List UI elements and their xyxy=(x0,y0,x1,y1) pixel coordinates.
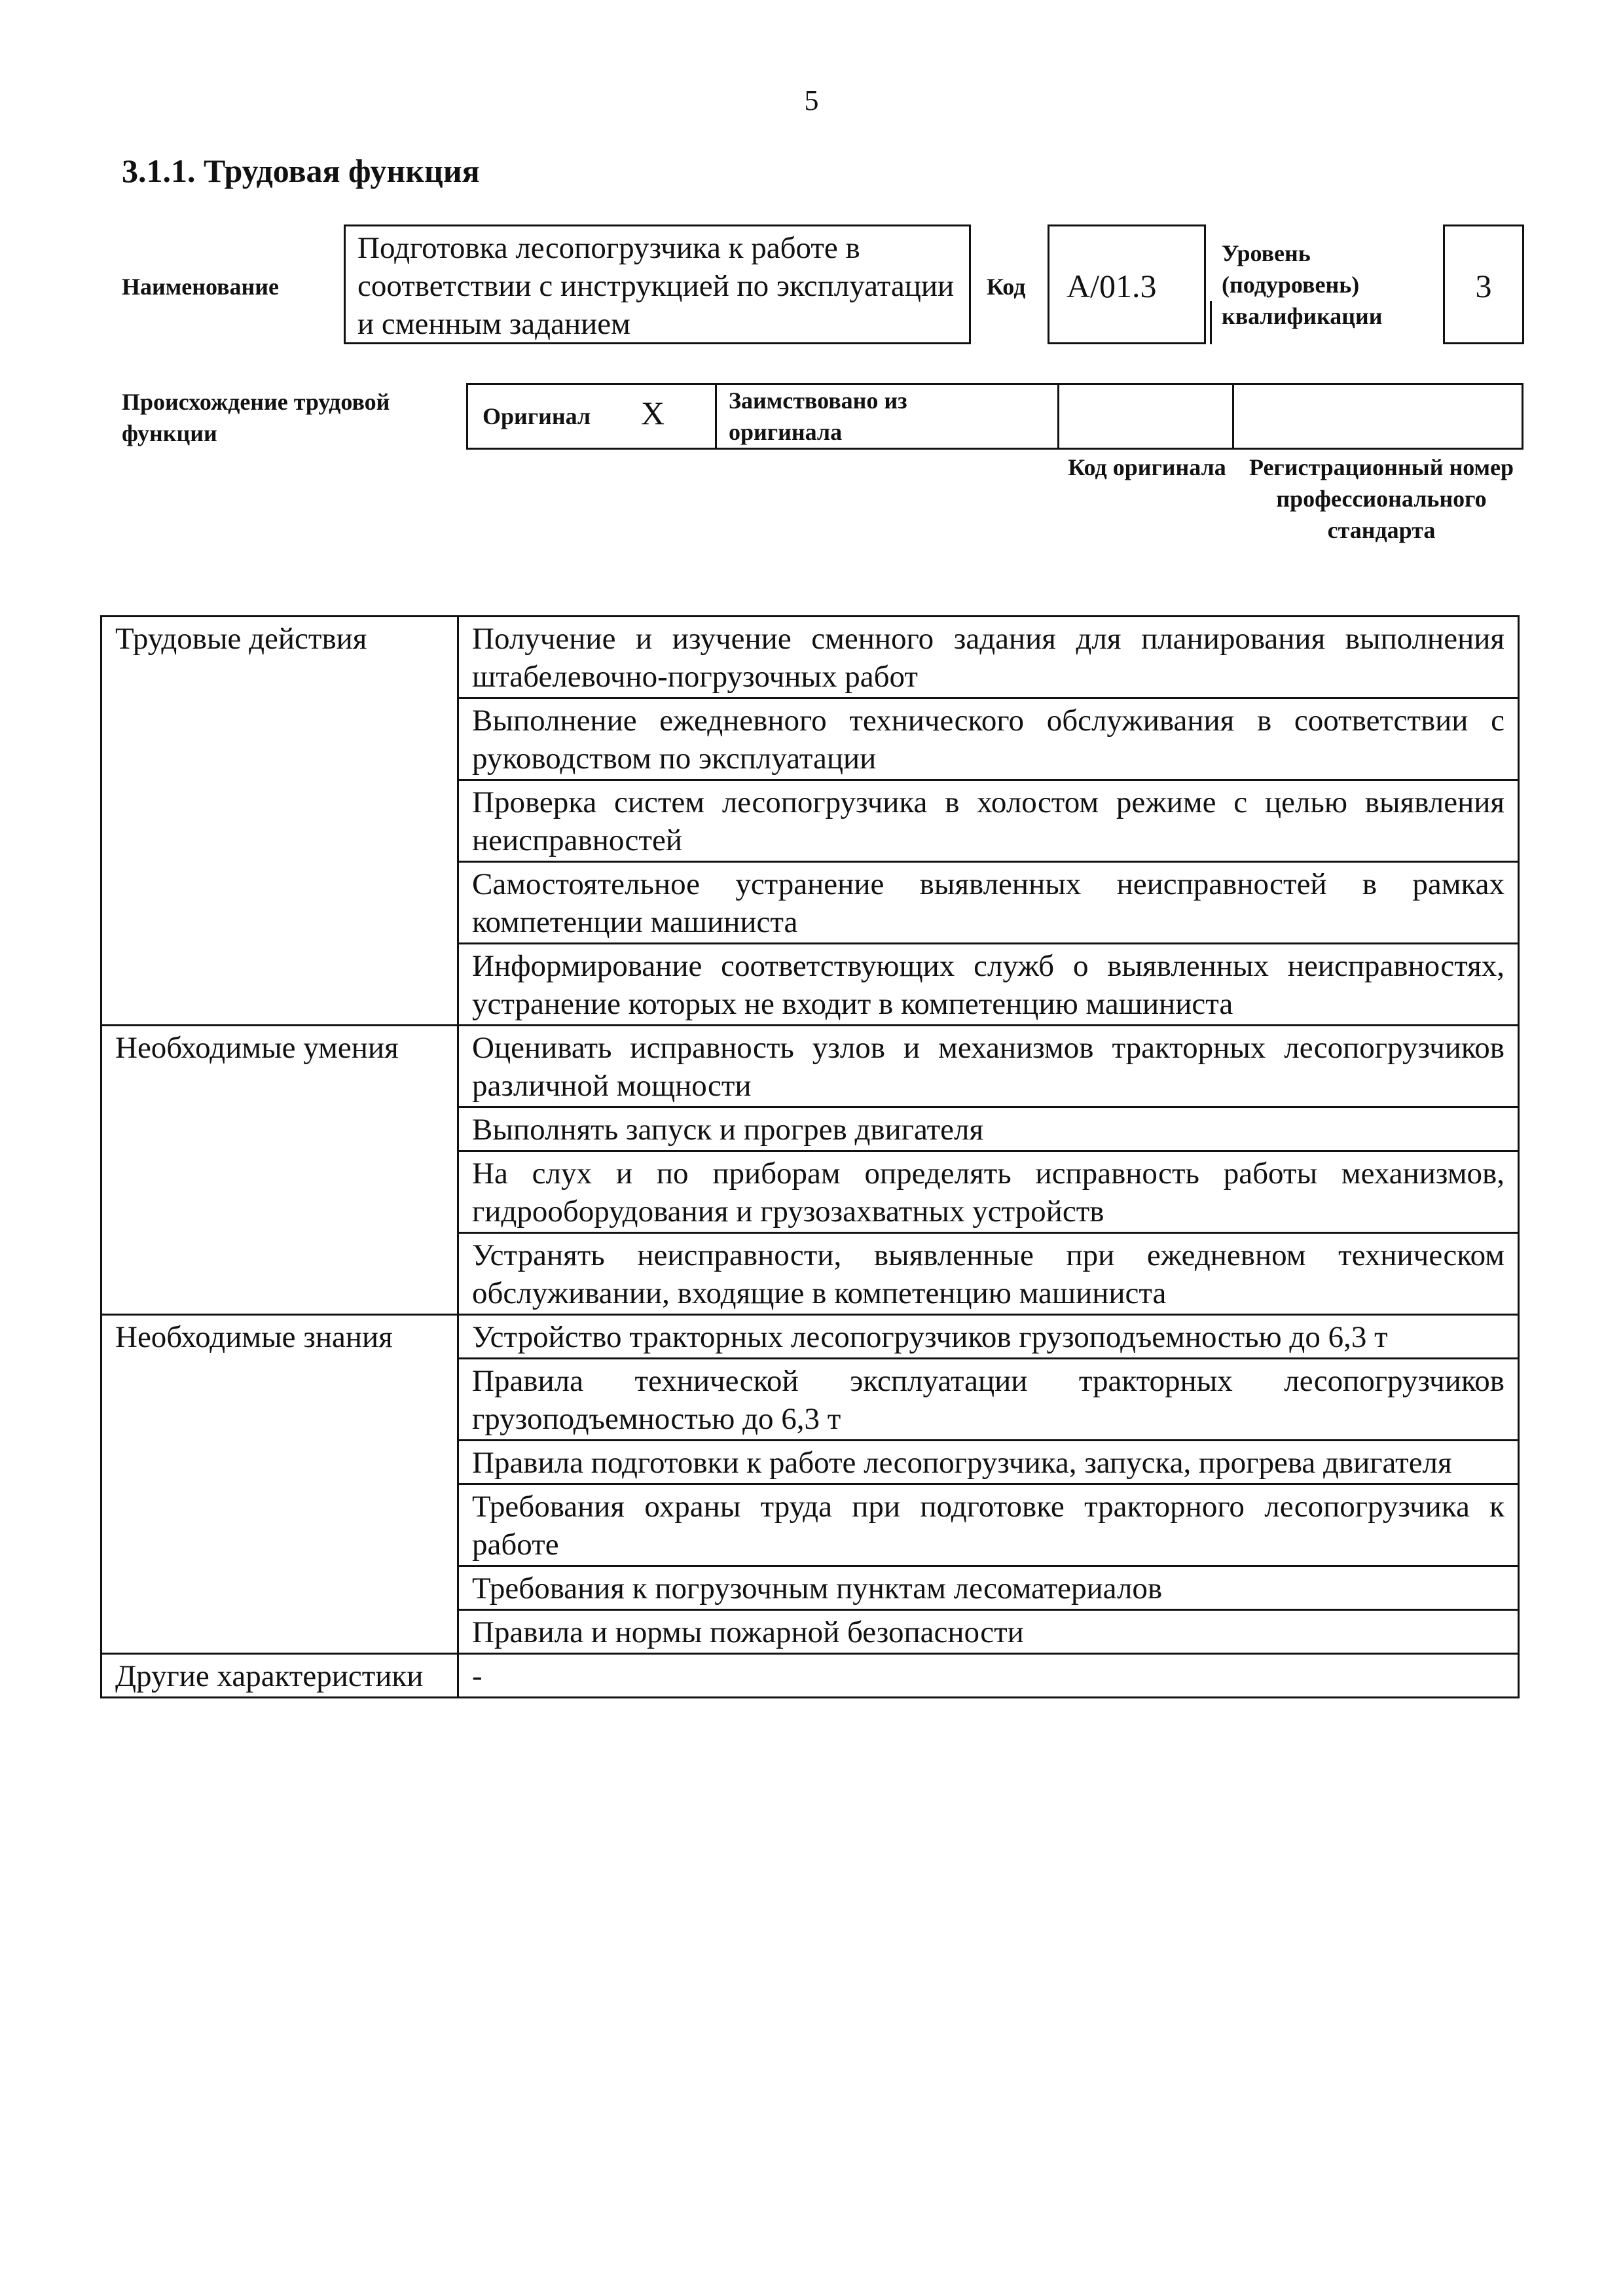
table-cell: Устранять неисправности, выявленные при ежедневном техническом обслуживании, входящие в компетенцию машиниста xyxy=(458,1233,1519,1315)
origin-divider-1 xyxy=(715,385,717,448)
table-row xyxy=(101,1654,1519,1698)
name-value: Подготовка лесопогрузчика к работе в соответствии с инструкцией по эксплуатации и сменным заданием xyxy=(357,231,955,341)
name-value-box xyxy=(344,224,971,344)
table-cell: Устройство тракторных лесопогрузчиков грузоподъемностью до 6,3 т xyxy=(458,1315,1519,1359)
origin-label: Происхождение трудовой функции xyxy=(122,389,390,446)
table-cell: Правила технической эксплуатации тракторных лесопогрузчиков грузоподъемностью до 6,3 т xyxy=(458,1359,1519,1441)
table-cell: Оценивать исправность узлов и механизмов тракторных лесопогрузчиков различной мощности xyxy=(458,1026,1519,1107)
table-cell: Требования к погрузочным пунктам лесоматериалов xyxy=(458,1566,1519,1610)
table-cell: Выполнение ежедневного технического обслуживания в соответствии с руководством по эксплуатации xyxy=(458,698,1519,780)
table-row xyxy=(101,1026,1519,1107)
table-row xyxy=(101,617,1519,698)
original-mark: X xyxy=(641,395,665,431)
table-cell: Требования охраны труда при подготовке тракторного лесопогрузчика к работе xyxy=(458,1484,1519,1566)
borrowed-label: Заимствовано из оригинала xyxy=(729,387,907,445)
table-cell: Получение и изучение сменного задания для планирования выполнения штабелевочно-погрузочных работ xyxy=(458,617,1519,698)
name-label: Наименование xyxy=(122,274,279,300)
code-caption: Код оригинала xyxy=(1068,454,1226,480)
table-cell: Правила и нормы пожарной безопасности xyxy=(458,1610,1519,1654)
table-cell: На слух и по приборам определять исправность работы механизмов, гидрооборудования и грузозахватных устройств xyxy=(458,1151,1519,1233)
table-cell: - xyxy=(458,1654,1519,1698)
section-title-labor-actions: Трудовые действия xyxy=(101,617,458,1026)
page-number: 5 xyxy=(804,84,819,117)
table-row xyxy=(101,1315,1519,1359)
code-label: Код xyxy=(987,274,1026,300)
code-value-box xyxy=(1048,224,1206,344)
origin-table xyxy=(466,383,1523,450)
origin-divider-3 xyxy=(1232,385,1234,448)
section-title-other: Другие характеристики xyxy=(101,1654,458,1698)
origin-divider-2 xyxy=(1057,385,1059,448)
table-cell: Проверка систем лесопогрузчика в холостом режиме с целью выявления неисправностей xyxy=(458,780,1519,862)
section-title: 3.1.1. Трудовая функция xyxy=(122,152,480,189)
table-cell: Правила подготовки к работе лесопогрузчика, запуска, прогрева двигателя xyxy=(458,1441,1519,1484)
table-cell: Самостоятельное устранение выявленных неисправностей в рамках компетенции машиниста xyxy=(458,862,1519,944)
level-value: 3 xyxy=(1475,268,1492,304)
table-cell: Выполнять запуск и прогрев двигателя xyxy=(458,1107,1519,1151)
level-label-divider xyxy=(1210,301,1212,344)
level-label: Уровень (подуровень) квалификации xyxy=(1222,240,1383,329)
level-value-box xyxy=(1443,224,1524,344)
original-label: Оригинал xyxy=(483,403,591,429)
reg-caption: Регистрационный номер профессионального стандарта xyxy=(1249,454,1514,543)
section-title-skills: Необходимые умения xyxy=(101,1026,458,1315)
section-title-knowledge: Необходимые знания xyxy=(101,1315,458,1654)
table-cell: Информирование соответствующих служб о выявленных неисправностях, устранение которых не входит в компетенцию машиниста xyxy=(458,944,1519,1026)
function-table xyxy=(100,615,1520,1698)
code-value: А/01.3 xyxy=(1067,268,1157,304)
